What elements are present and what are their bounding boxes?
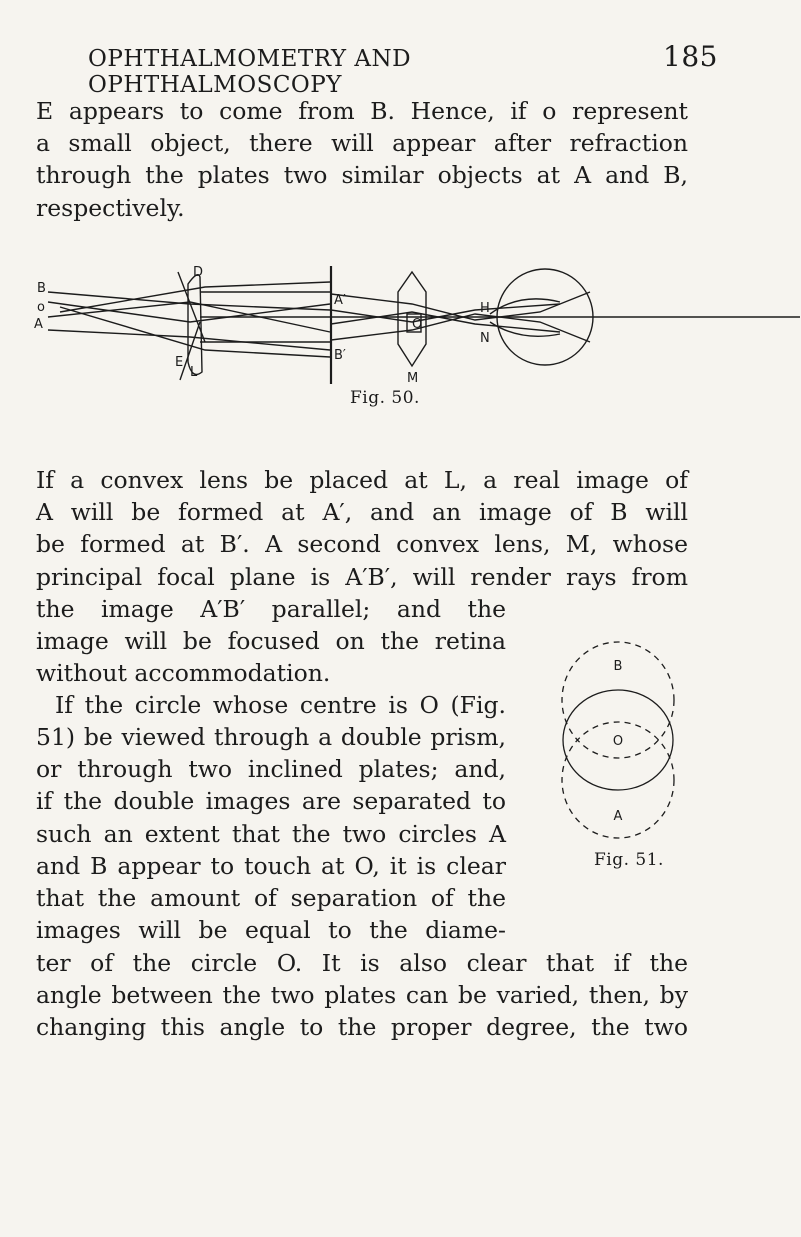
running-head bbox=[88, 40, 718, 98]
fig50-label-o: o bbox=[37, 300, 45, 315]
text-line: respectively. bbox=[36, 193, 185, 222]
paragraph-image-parallel bbox=[36, 593, 506, 690]
page-number: 185 bbox=[663, 40, 718, 73]
fig50-label-B: B bbox=[37, 281, 46, 296]
fig50-label-L: L bbox=[190, 365, 198, 380]
text-line: such an extent that the two circles A bbox=[36, 819, 506, 848]
text-line: changing this angle to the proper degree, the two bbox=[36, 1013, 688, 1042]
text-line: angle between the two plates can be varied, then, by bbox=[36, 981, 688, 1010]
text-line: 51) be viewed through a double prism, bbox=[36, 723, 506, 751]
text-line: if the double images are separated to bbox=[36, 787, 506, 816]
figure-50-diagram bbox=[0, 262, 801, 392]
text-line: E appears to come from B. Hence, if o represent bbox=[36, 97, 688, 125]
paragraph-circle-prism bbox=[55, 689, 506, 721]
text-line: through the plates two similar objects at A and B, bbox=[36, 161, 688, 190]
text-line: If a convex lens be placed at L, a real image of bbox=[36, 466, 688, 494]
fig50-label-D: D bbox=[193, 265, 204, 280]
text-line: be formed at B′. A second convex lens, M, whose bbox=[36, 530, 688, 559]
paragraph-intro bbox=[36, 95, 688, 224]
paragraph-convex-lens bbox=[36, 464, 688, 593]
figure-51-caption: Fig. 51. bbox=[594, 850, 664, 870]
text-line: that the amount of separation of the bbox=[36, 884, 506, 913]
text-line: a small object, there will appear after refraction bbox=[36, 129, 688, 158]
text-line: without accommodation. bbox=[36, 659, 331, 688]
fig51-label-B: B bbox=[613, 659, 623, 674]
fig50-label-O: O bbox=[412, 317, 423, 332]
fig50-label-A-prime: A′ bbox=[334, 293, 346, 308]
text-line: image will be focused on the retina bbox=[36, 627, 506, 656]
fig51-label-A: A bbox=[613, 809, 623, 824]
text-line: A will be formed at A′, and an image of B will bbox=[36, 498, 688, 527]
paragraph-circle-prism-continued bbox=[36, 721, 506, 946]
text-line: or through two inclined plates; and, bbox=[36, 755, 506, 784]
paragraph-diameter bbox=[36, 947, 688, 1044]
text-line: If the circle whose centre is O (Fig. bbox=[55, 691, 506, 719]
text-line: the image A′B′ parallel; and the bbox=[36, 595, 506, 623]
fig50-label-N: N bbox=[480, 331, 490, 346]
text-line: and B appear to touch at O, it is clear bbox=[36, 851, 506, 880]
text-line: images will be equal to the diame- bbox=[36, 916, 506, 945]
fig50-label-H: H bbox=[480, 301, 490, 316]
fig50-label-M: M bbox=[407, 371, 419, 386]
running-head-title: OPHTHALMOMETRY AND OPHTHALMOSCOPY bbox=[88, 46, 412, 98]
fig50-label-A: A bbox=[34, 317, 43, 332]
figure-50-caption: Fig. 50. bbox=[350, 388, 420, 408]
fig50-label-E: E bbox=[175, 355, 184, 370]
text-line: principal focal plane is A′B′, will render rays from bbox=[36, 562, 688, 591]
fig50-label-B-prime: B′ bbox=[334, 348, 346, 363]
text-line: ter of the circle O. It is also clear that if the bbox=[36, 949, 688, 977]
figure-51-diagram bbox=[558, 640, 678, 840]
fig51-label-O: O bbox=[612, 734, 624, 749]
